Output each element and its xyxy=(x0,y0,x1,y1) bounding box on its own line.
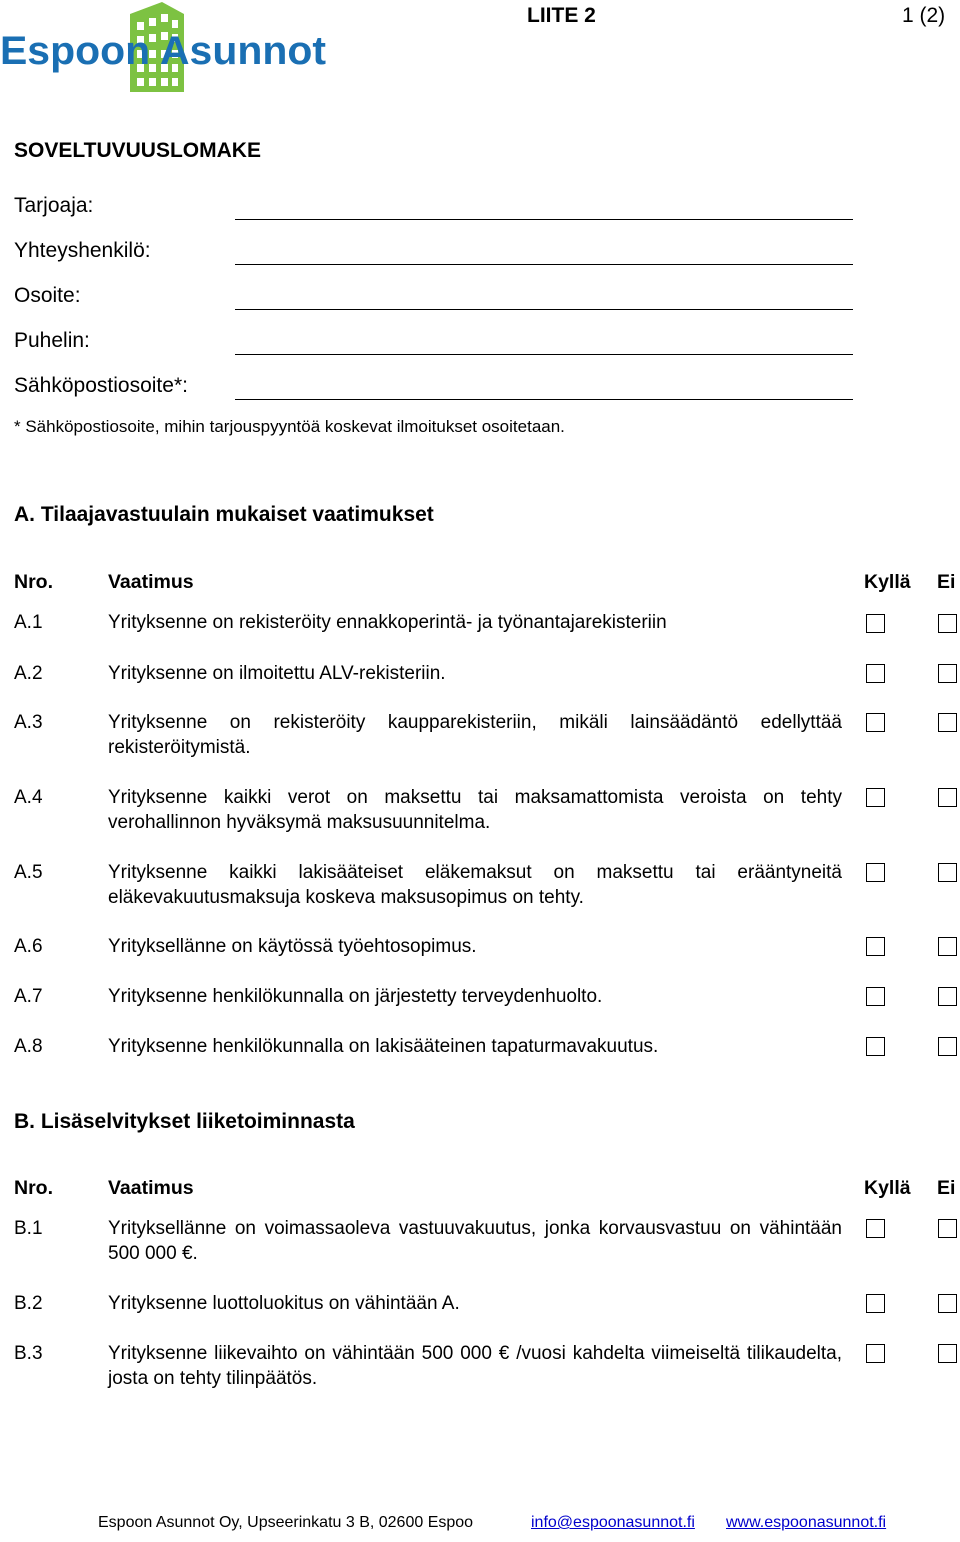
requirement-number: A.7 xyxy=(14,986,43,1007)
requirement-text: Yrityksenne on ilmoitettu ALV-rekisteriin. xyxy=(108,663,446,684)
requirement-number: B.2 xyxy=(14,1293,43,1314)
requirement-number: B.3 xyxy=(14,1343,43,1364)
a8-no-checkbox[interactable] xyxy=(938,1037,957,1056)
page-number: 1 (2) xyxy=(902,4,946,27)
requirement-number: B.1 xyxy=(14,1218,43,1239)
a6-no-checkbox[interactable] xyxy=(938,937,957,956)
requirement-text: Yrityksenne kaikki verot on maksettu tai maksamattomista veroista on tehty verohallinnon hyväksymä maksusuunnitelma. xyxy=(108,787,842,833)
form-title: SOVELTUVUUSLOMAKE xyxy=(14,139,261,162)
b1-no-checkbox[interactable] xyxy=(938,1219,957,1238)
footer-email-link[interactable]: info@espoonasunnot.fi xyxy=(531,1514,695,1531)
b2-yes-checkbox[interactable] xyxy=(866,1294,885,1313)
a1-yes-checkbox[interactable] xyxy=(866,614,885,633)
field-line-yhteyshenkilo[interactable] xyxy=(235,264,853,265)
field-label-yhteyshenkilo: Yhteyshenkilö: xyxy=(14,239,151,262)
requirement-text: Yrityksenne henkilökunnalla on järjestetty terveydenhuolto. xyxy=(108,986,603,1007)
requirement-text: Yrityksenne liikevaihto on vähintään 500 000 € /vuosi kahdelta viimeiseltä tilikaudelta, josta on tehty tilinpäätös. xyxy=(108,1343,842,1389)
section-b-col-requirement: Vaatimus xyxy=(108,1177,194,1199)
b2-no-checkbox[interactable] xyxy=(938,1294,957,1313)
section-a-col-number: Nro. xyxy=(14,571,53,593)
requirement-number: A.6 xyxy=(14,936,43,957)
document-label: LIITE 2 xyxy=(527,4,596,27)
requirement-number: A.2 xyxy=(14,663,43,684)
a8-yes-checkbox[interactable] xyxy=(866,1037,885,1056)
requirement-text: Yrityksellänne on käytössä työehtosopimus. xyxy=(108,936,477,957)
email-footnote: * Sähköpostiosoite, mihin tarjouspyyntöä koskevat ilmoitukset osoitetaan. xyxy=(14,417,565,436)
requirement-text: Yrityksenne on rekisteröity ennakkoperintä- ja työnantajarekisteriin xyxy=(108,612,667,633)
field-line-puhelin[interactable] xyxy=(235,354,853,355)
field-label-tarjoaja: Tarjoaja: xyxy=(14,194,94,217)
b3-yes-checkbox[interactable] xyxy=(866,1344,885,1363)
section-b-heading: B. Lisäselvitykset liiketoiminnasta xyxy=(14,1110,355,1133)
section-a-col-requirement: Vaatimus xyxy=(108,571,194,593)
field-line-osoite[interactable] xyxy=(235,309,853,310)
b1-yes-checkbox[interactable] xyxy=(866,1219,885,1238)
section-a-heading: A. Tilaajavastuulain mukaiset vaatimukset xyxy=(14,503,434,526)
requirement-text: Yrityksenne henkilökunnalla on lakisääteinen tapaturmavakuutus. xyxy=(108,1036,659,1057)
a6-yes-checkbox[interactable] xyxy=(866,937,885,956)
a1-no-checkbox[interactable] xyxy=(938,614,957,633)
requirement-text: Yrityksenne on rekisteröity kaupparekisteriin, mikäli lainsäädäntö edellyttää rekisteröitymistä. xyxy=(108,712,842,758)
field-line-sahkoposti[interactable] xyxy=(235,399,853,400)
section-b-col-number: Nro. xyxy=(14,1177,53,1199)
field-label-sahkoposti: Sähköpostiosoite*: xyxy=(14,374,188,397)
field-label-puhelin: Puhelin: xyxy=(14,329,90,352)
requirement-number: A.5 xyxy=(14,862,43,883)
footer-address: Espoon Asunnot Oy, Upseerinkatu 3 B, 02600 Espoo xyxy=(98,1514,474,1531)
requirement-number: A.8 xyxy=(14,1036,43,1057)
section-b-col-no: Ei xyxy=(937,1177,956,1199)
a3-no-checkbox[interactable] xyxy=(938,713,957,732)
field-label-osoite: Osoite: xyxy=(14,284,81,307)
a7-yes-checkbox[interactable] xyxy=(866,987,885,1006)
a2-yes-checkbox[interactable] xyxy=(866,664,885,683)
a5-yes-checkbox[interactable] xyxy=(866,863,885,882)
section-b-col-yes: Kyllä xyxy=(864,1177,911,1199)
a5-no-checkbox[interactable] xyxy=(938,863,957,882)
requirement-text: Yrityksenne luottoluokitus on vähintään A. xyxy=(108,1293,460,1314)
requirement-number: A.4 xyxy=(14,787,43,808)
field-line-tarjoaja[interactable] xyxy=(235,219,853,220)
a7-no-checkbox[interactable] xyxy=(938,987,957,1006)
requirement-text: Yrityksellänne on voimassaoleva vastuuvakuutus, jonka korvausvastuu on vähintään 500 000 €. xyxy=(108,1218,842,1264)
footer-website-link[interactable]: www.espoonasunnot.fi xyxy=(726,1514,887,1531)
requirement-number: A.1 xyxy=(14,612,43,633)
section-a-col-yes: Kyllä xyxy=(864,571,911,593)
espoon-asunnot-logo xyxy=(0,0,340,100)
b3-no-checkbox[interactable] xyxy=(938,1344,957,1363)
a4-yes-checkbox[interactable] xyxy=(866,788,885,807)
a4-no-checkbox[interactable] xyxy=(938,788,957,807)
logo-text: Espoon Asunnot xyxy=(0,29,326,73)
a3-yes-checkbox[interactable] xyxy=(866,713,885,732)
requirement-number: A.3 xyxy=(14,712,43,733)
section-a-col-no: Ei xyxy=(937,571,956,593)
a2-no-checkbox[interactable] xyxy=(938,664,957,683)
requirement-text: Yrityksenne kaikki lakisääteiset eläkemaksut on maksettu tai erääntyneitä eläkevakuutusmaksuja koskeva maksusopimus on tehty. xyxy=(108,862,842,908)
